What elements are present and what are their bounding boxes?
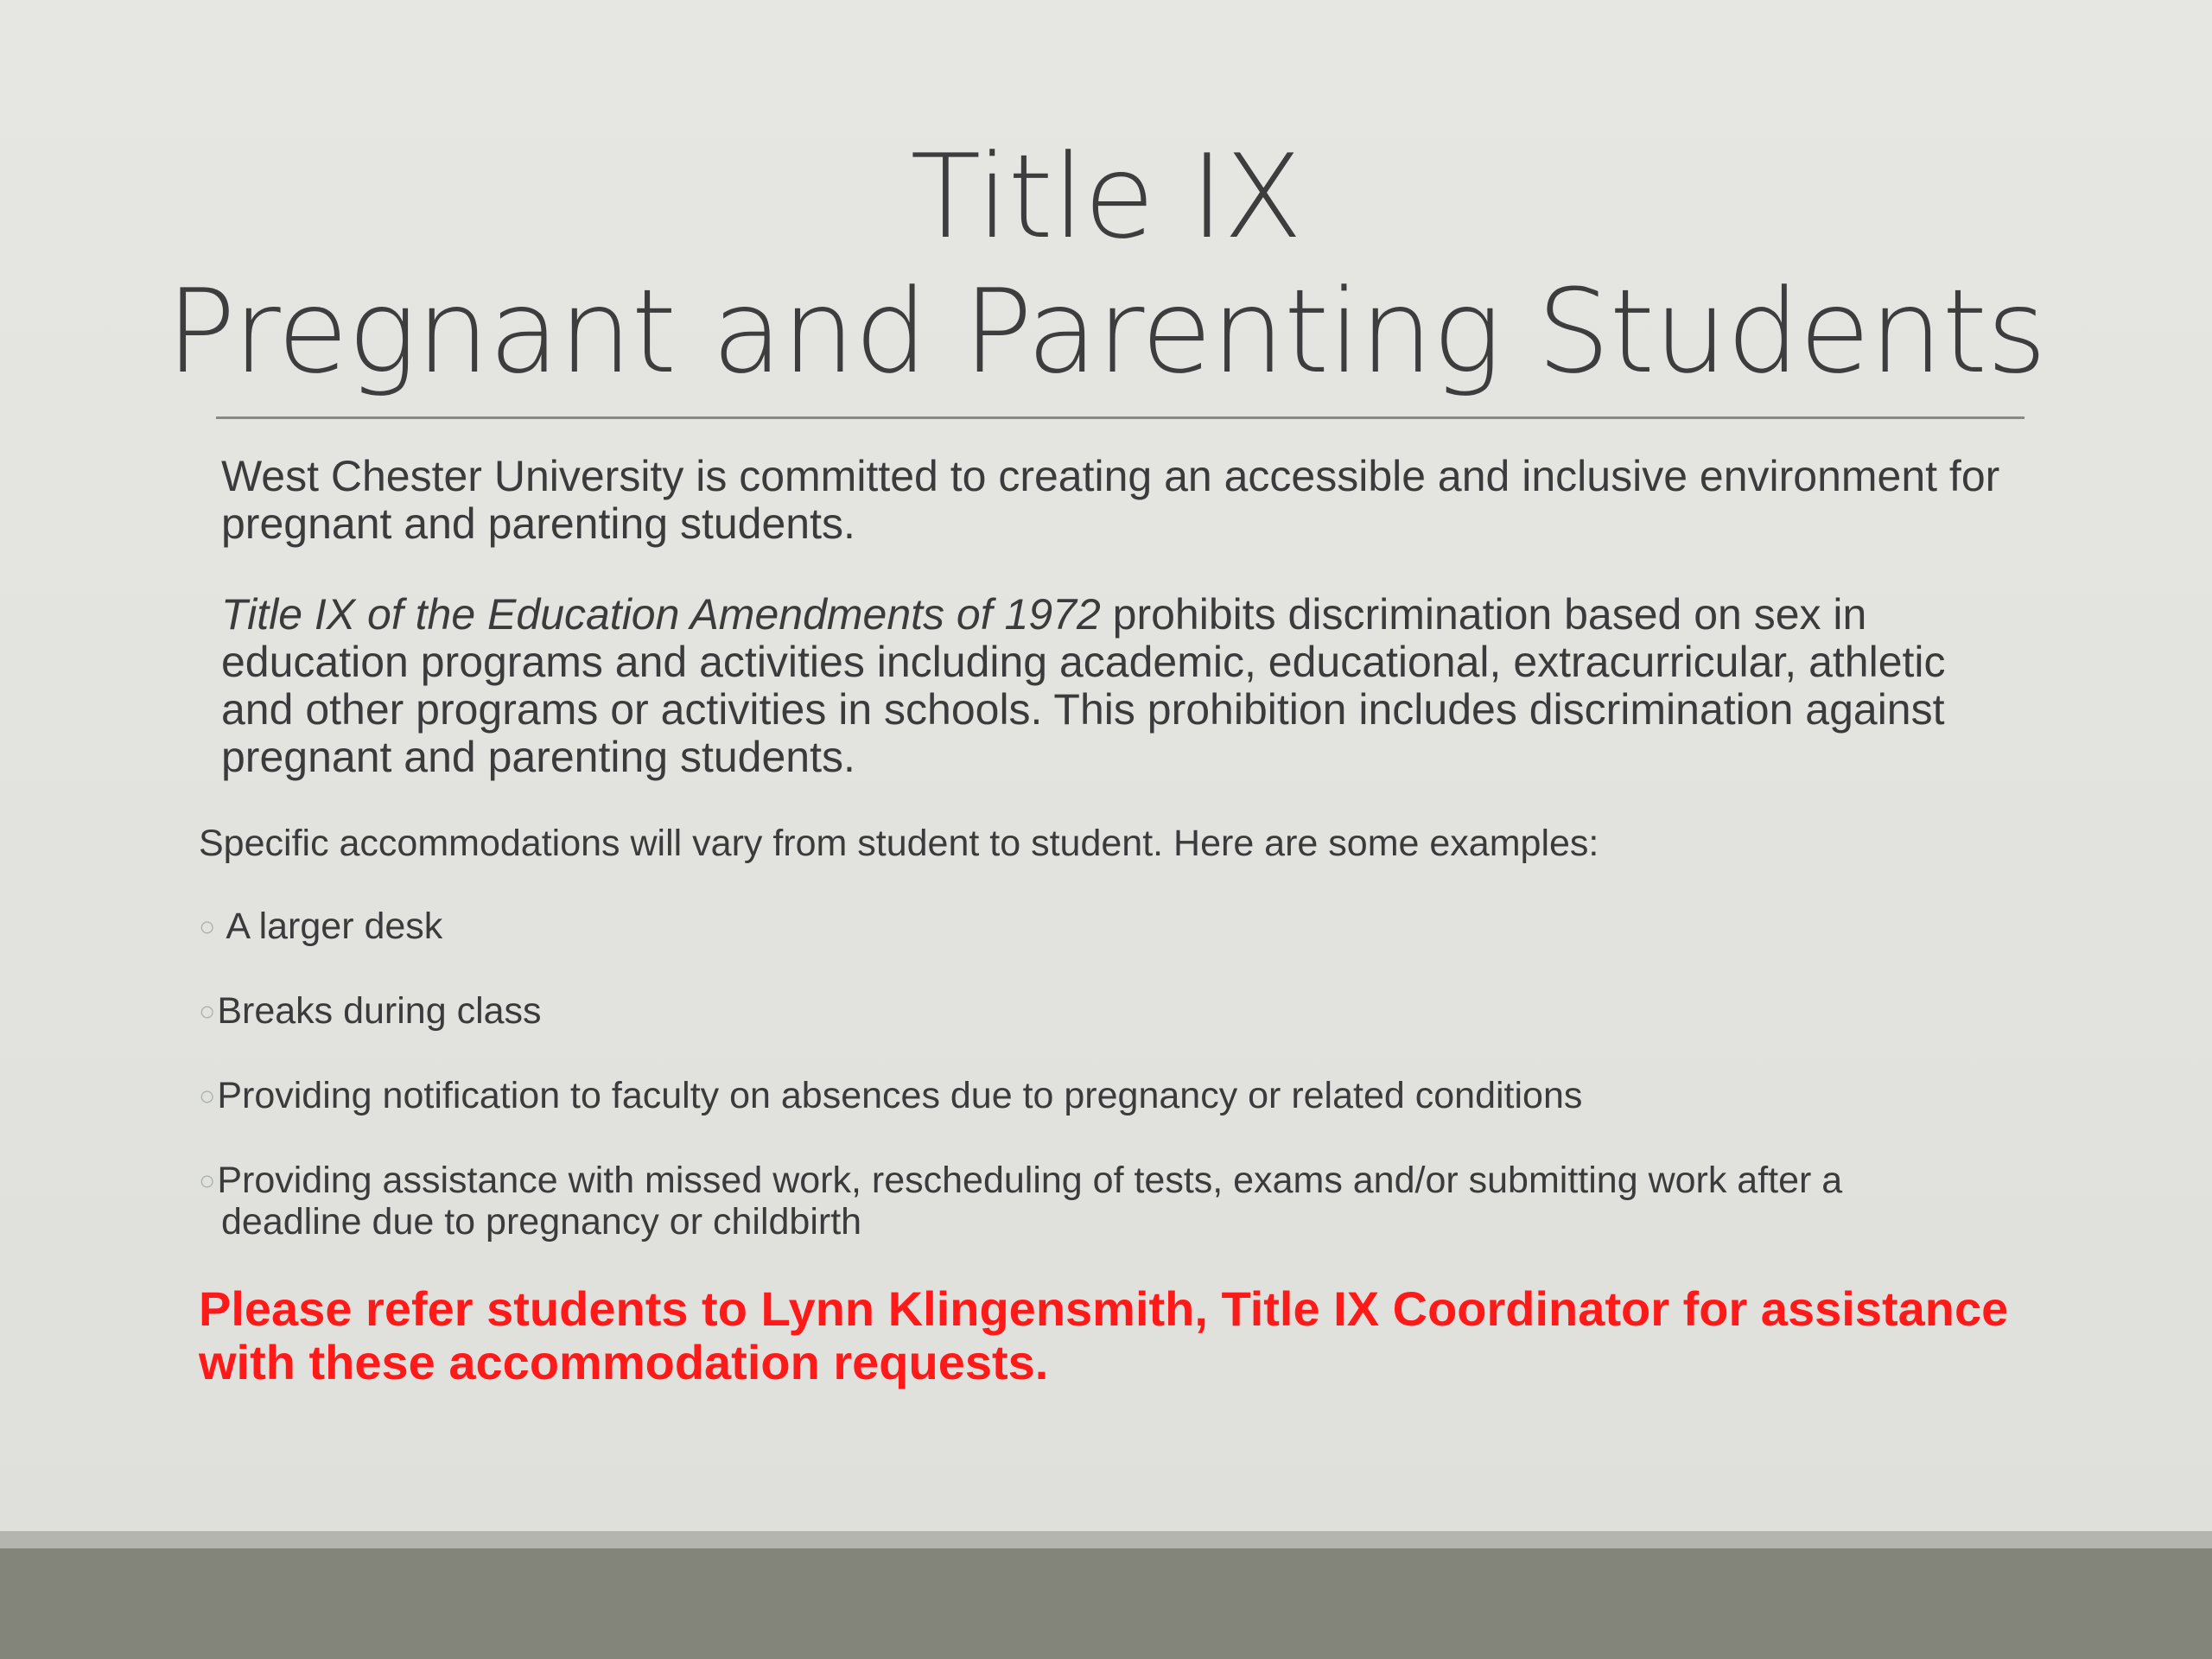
circle-bullet-icon: ○ <box>199 1165 216 1196</box>
list-item <box>199 906 2013 947</box>
list-item-continuation: deadline due to pregnancy or childbirth <box>221 1201 862 1243</box>
title-line-1: Title IX <box>910 130 1302 264</box>
circle-bullet-icon: ○ <box>199 995 216 1027</box>
list-item <box>199 1160 2013 1243</box>
slide-title <box>0 130 2212 399</box>
list-item-label: Providing notification to faculty on absences due to pregnancy or related conditions <box>217 1075 1583 1116</box>
commitment-paragraph: West Chester University is committed to creating an accessible and inclusive environment for pregnant and parenting students. <box>221 452 2000 548</box>
list-item <box>199 990 2013 1032</box>
list-item-label: Providing assistance with missed work, rescheduling of tests, exams and/or submitting work after a <box>217 1160 1843 1201</box>
circle-bullet-icon: ○ <box>199 1080 216 1111</box>
circle-bullet-icon: ○ <box>199 911 216 942</box>
title-ix-paragraph-text: prohibits discrimination based on sex in education programs and activities including academic, educational, extracurricular, athletic and other programs or activities in schools. This prohibition includes discrimination against pregnant and parenting students. <box>221 590 1946 781</box>
footer-bar <box>0 1548 2212 1659</box>
list-item-label: Breaks during class <box>217 990 542 1032</box>
title-line-2: Pregnant and Parenting Students <box>166 264 2046 399</box>
footer-band <box>0 1531 2212 1548</box>
accommodations-intro: Specific accommodations will vary from student to student. Here are some examples: <box>199 823 1599 864</box>
list-item <box>199 1075 2013 1116</box>
title-ix-paragraph <box>221 591 2018 781</box>
referral-notice: Please refer students to Lynn Klingensmith, Title IX Coordinator for assistance with these accommodation requests. <box>199 1281 2009 1389</box>
act-name: Title IX of the Education Amendments of 1972 <box>221 590 1101 639</box>
title-divider <box>216 416 2024 419</box>
list-item-label: A larger desk <box>226 906 443 947</box>
